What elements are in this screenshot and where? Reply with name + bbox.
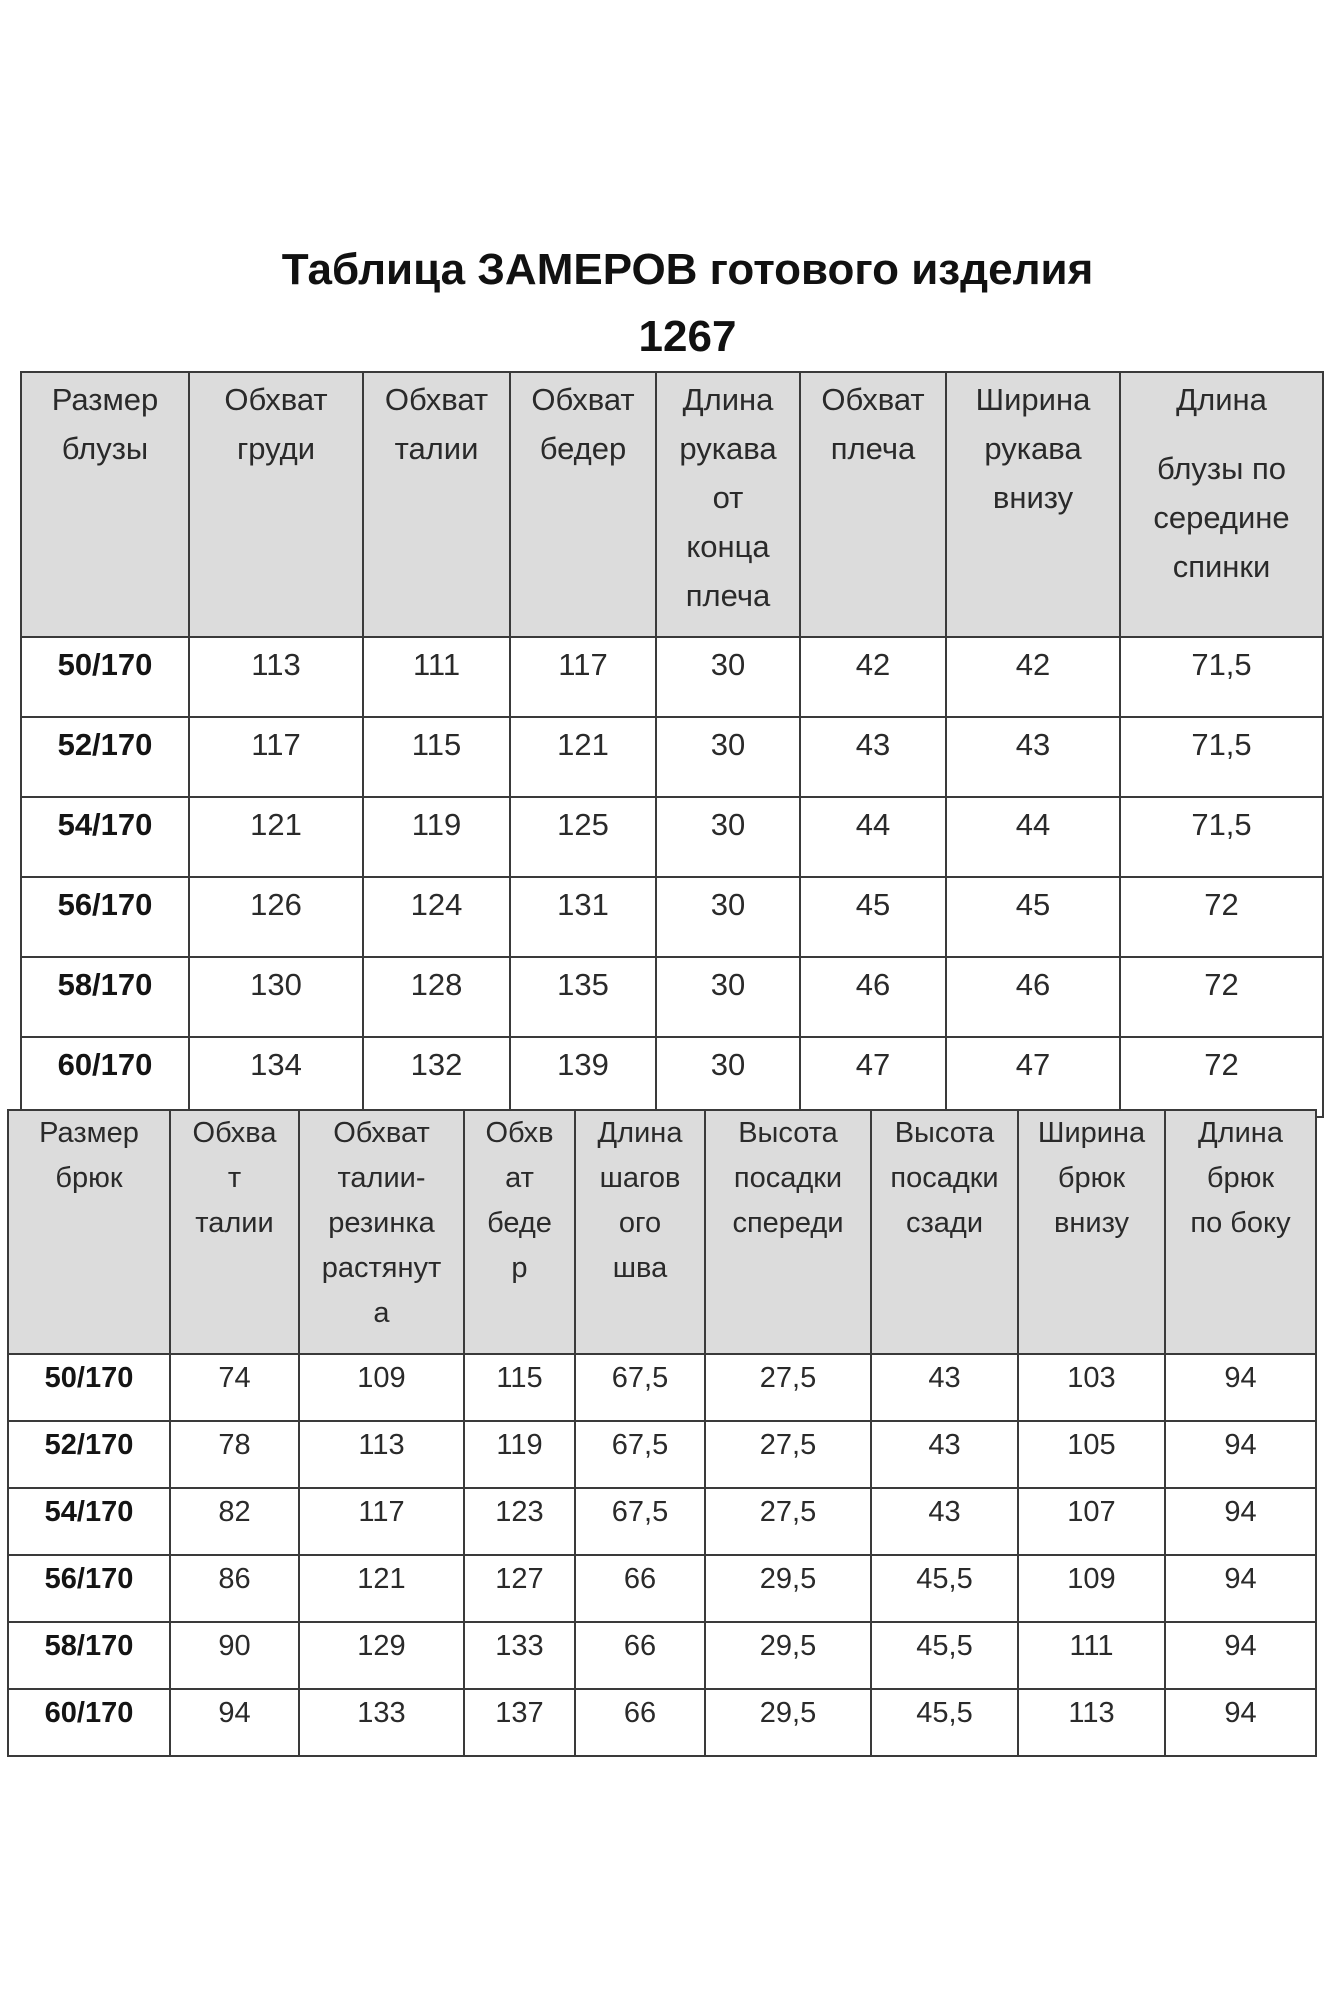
- size-cell: 56/170: [21, 877, 189, 957]
- size-cell: 60/170: [21, 1037, 189, 1117]
- article-number: 1267: [638, 312, 737, 361]
- value-cell: 72: [1120, 1037, 1323, 1117]
- value-cell: 117: [510, 637, 656, 717]
- value-cell: 130: [189, 957, 363, 1037]
- value-cell: 30: [656, 1037, 800, 1117]
- value-cell: 119: [363, 797, 510, 877]
- trousers-measurements-table: [7, 1109, 1317, 1757]
- value-cell: 109: [1018, 1555, 1165, 1622]
- size-cell: 50/170: [8, 1354, 170, 1421]
- value-cell: 135: [510, 957, 656, 1037]
- table-row: [8, 1354, 1316, 1421]
- value-cell: 128: [363, 957, 510, 1037]
- table-row: [8, 1421, 1316, 1488]
- value-cell: 43: [871, 1421, 1018, 1488]
- value-cell: 121: [189, 797, 363, 877]
- trousers-header-row: [8, 1110, 1316, 1354]
- blouse-header-shoulder: Обхват плеча: [800, 372, 946, 637]
- table-row: [8, 1622, 1316, 1689]
- value-cell: 29,5: [705, 1555, 871, 1622]
- page-title: Таблица ЗАМЕРОВ готового изделия: [281, 245, 1094, 294]
- value-cell: 126: [189, 877, 363, 957]
- value-cell: 94: [1165, 1689, 1316, 1756]
- value-cell: 30: [656, 957, 800, 1037]
- blouse-header-hips: Обхват бедер: [510, 372, 656, 637]
- value-cell: 46: [800, 957, 946, 1037]
- value-cell: 42: [946, 637, 1120, 717]
- blouse-header-back-length: Длина блузы по середине спинки: [1120, 372, 1323, 637]
- value-cell: 74: [170, 1354, 299, 1421]
- blouse-header-size: Размер блузы: [21, 372, 189, 637]
- value-cell: 67,5: [575, 1354, 705, 1421]
- blouse-header-sleeve-width: Ширина рукава внизу: [946, 372, 1120, 637]
- trousers-header-front-rise: Высота посадки спереди: [705, 1110, 871, 1354]
- value-cell: 133: [299, 1689, 464, 1756]
- value-cell: 113: [299, 1421, 464, 1488]
- value-cell: 43: [946, 717, 1120, 797]
- value-cell: 29,5: [705, 1622, 871, 1689]
- value-cell: 124: [363, 877, 510, 957]
- trousers-header-back-rise: Высота посадки сзади: [871, 1110, 1018, 1354]
- value-cell: 115: [464, 1354, 575, 1421]
- value-cell: 72: [1120, 957, 1323, 1037]
- value-cell: 30: [656, 877, 800, 957]
- size-cell: 58/170: [21, 957, 189, 1037]
- value-cell: 129: [299, 1622, 464, 1689]
- size-cell: 52/170: [21, 717, 189, 797]
- value-cell: 43: [871, 1354, 1018, 1421]
- value-cell: 117: [189, 717, 363, 797]
- value-cell: 111: [1018, 1622, 1165, 1689]
- value-cell: 78: [170, 1421, 299, 1488]
- size-cell: 50/170: [21, 637, 189, 717]
- table-row: [8, 1488, 1316, 1555]
- value-cell: 113: [189, 637, 363, 717]
- value-cell: 27,5: [705, 1421, 871, 1488]
- value-cell: 86: [170, 1555, 299, 1622]
- value-cell: 27,5: [705, 1354, 871, 1421]
- value-cell: 94: [1165, 1622, 1316, 1689]
- value-cell: 139: [510, 1037, 656, 1117]
- blouse-header-row: [21, 372, 1323, 637]
- value-cell: 71,5: [1120, 717, 1323, 797]
- value-cell: 44: [800, 797, 946, 877]
- value-cell: 123: [464, 1488, 575, 1555]
- value-cell: 134: [189, 1037, 363, 1117]
- value-cell: 45,5: [871, 1622, 1018, 1689]
- value-cell: 82: [170, 1488, 299, 1555]
- trousers-header-hem-width: Ширина брюк внизу: [1018, 1110, 1165, 1354]
- value-cell: 94: [1165, 1555, 1316, 1622]
- value-cell: 67,5: [575, 1488, 705, 1555]
- size-cell: 58/170: [8, 1622, 170, 1689]
- size-cell: 56/170: [8, 1555, 170, 1622]
- value-cell: 45: [946, 877, 1120, 957]
- value-cell: 72: [1120, 877, 1323, 957]
- trousers-header-hips: Обхв ат беде р: [464, 1110, 575, 1354]
- value-cell: 125: [510, 797, 656, 877]
- value-cell: 127: [464, 1555, 575, 1622]
- value-cell: 47: [800, 1037, 946, 1117]
- blouse-header-waist: Обхват талии: [363, 372, 510, 637]
- table-row: [21, 637, 1323, 717]
- size-cell: 54/170: [21, 797, 189, 877]
- value-cell: 119: [464, 1421, 575, 1488]
- trousers-header-size: Размер брюк: [8, 1110, 170, 1354]
- value-cell: 109: [299, 1354, 464, 1421]
- value-cell: 67,5: [575, 1421, 705, 1488]
- blouse-header-chest: Обхват груди: [189, 372, 363, 637]
- trousers-header-side-length: Длина брюк по боку: [1165, 1110, 1316, 1354]
- value-cell: 94: [1165, 1421, 1316, 1488]
- value-cell: 66: [575, 1555, 705, 1622]
- value-cell: 45: [800, 877, 946, 957]
- size-cell: 54/170: [8, 1488, 170, 1555]
- value-cell: 103: [1018, 1354, 1165, 1421]
- value-cell: 71,5: [1120, 637, 1323, 717]
- table-row: [8, 1689, 1316, 1756]
- value-cell: 94: [1165, 1488, 1316, 1555]
- value-cell: 133: [464, 1622, 575, 1689]
- blouse-header-sleeve-length: Длина рукава от конца плеча: [656, 372, 800, 637]
- value-cell: 94: [170, 1689, 299, 1756]
- value-cell: 107: [1018, 1488, 1165, 1555]
- value-cell: 131: [510, 877, 656, 957]
- blouse-measurements-table: [20, 371, 1324, 1118]
- value-cell: 30: [656, 637, 800, 717]
- value-cell: 113: [1018, 1689, 1165, 1756]
- value-cell: 44: [946, 797, 1120, 877]
- value-cell: 94: [1165, 1354, 1316, 1421]
- value-cell: 111: [363, 637, 510, 717]
- table-row: [21, 877, 1323, 957]
- value-cell: 46: [946, 957, 1120, 1037]
- value-cell: 121: [299, 1555, 464, 1622]
- value-cell: 66: [575, 1622, 705, 1689]
- value-cell: 43: [871, 1488, 1018, 1555]
- table-row: [21, 957, 1323, 1037]
- table-row: [8, 1555, 1316, 1622]
- value-cell: 43: [800, 717, 946, 797]
- value-cell: 30: [656, 717, 800, 797]
- value-cell: 42: [800, 637, 946, 717]
- value-cell: 117: [299, 1488, 464, 1555]
- value-cell: 121: [510, 717, 656, 797]
- table-row: [21, 717, 1323, 797]
- value-cell: 71,5: [1120, 797, 1323, 877]
- value-cell: 90: [170, 1622, 299, 1689]
- value-cell: 30: [656, 797, 800, 877]
- value-cell: 29,5: [705, 1689, 871, 1756]
- value-cell: 132: [363, 1037, 510, 1117]
- trousers-header-waist-stretched: Обхват талии- резинка растянут а: [299, 1110, 464, 1354]
- value-cell: 115: [363, 717, 510, 797]
- value-cell: 27,5: [705, 1488, 871, 1555]
- value-cell: 66: [575, 1689, 705, 1756]
- value-cell: 45,5: [871, 1555, 1018, 1622]
- trousers-header-waist: Обхва т талии: [170, 1110, 299, 1354]
- value-cell: 137: [464, 1689, 575, 1756]
- value-cell: 45,5: [871, 1689, 1018, 1756]
- size-cell: 52/170: [8, 1421, 170, 1488]
- table-row: [21, 1037, 1323, 1117]
- value-cell: 47: [946, 1037, 1120, 1117]
- table-row: [21, 797, 1323, 877]
- trousers-header-inseam: Длина шагов ого шва: [575, 1110, 705, 1354]
- size-cell: 60/170: [8, 1689, 170, 1756]
- value-cell: 105: [1018, 1421, 1165, 1488]
